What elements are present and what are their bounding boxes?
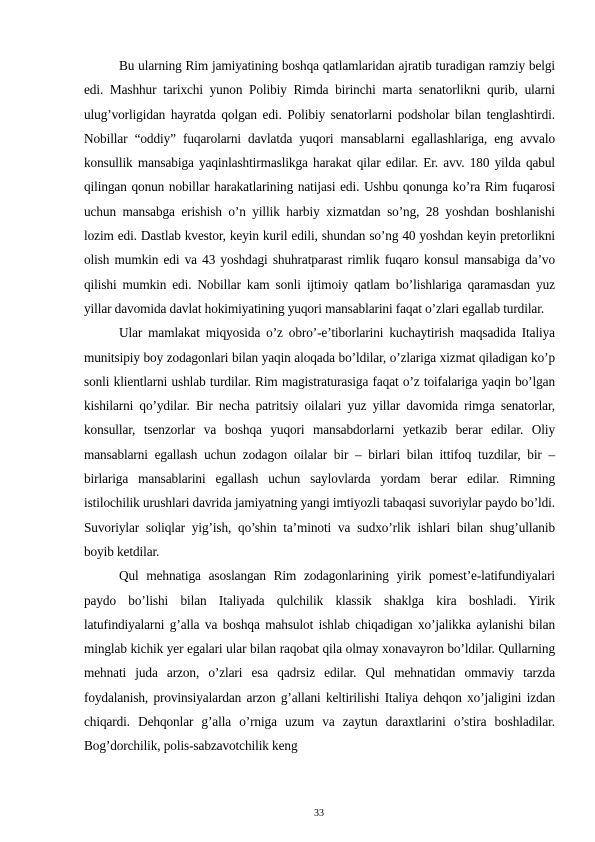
paragraph-3: Qul mehnatiga asoslangan Rim zodagonlarining yirik pomest’e-latifundiyalari paydo bo’lishi bilan Italiyada qulchilik klassik shaklga kira boshladi. Yirik latufindiyalarni g’alla va boshqa mahsulot ishlab chiqadigan xo’jalikka aylanishi bilan minglab kichik yer egalari ular bilan raqobat qila olmay xonavayron bo’ldilar. Qullarning mehnati juda arzon, o’zlari esa qadrsiz edilar. Qul mehnatidan ommaviy tarzda foydalanish, provinsiyalardan arzon g’allani keltirilishi Italiya dehqon xo’jaligini izdan chiqardi. Dehqonlar g’alla o’rniga uzum va zaytun daraxtlarini o’stira boshladilar. Bog’dorchilik, polis-sabzavotchilik keng xyxy=(84,568,555,754)
page-number: 33 xyxy=(314,808,324,819)
body-text xyxy=(84,54,555,759)
paragraph-2: Ular mamlakat miqyosida o’z obro’-e’tiborlarini kuchaytirish maqsadida Italiya munitsipiy boy zodagonlari bilan yaqin aloqada bo’ldilar, o’zlariga xizmat qiladigan ko’p sonli klientlarni ushlab turdilar. Rim magistraturasiga faqat o’z toifalariga yaqin bo’lgan kishilarni qo’ydilar. Bir necha patritsiy oilalari yuz yillar davomida rimga senatorlar, konsullar, tsenzorlar va boshqa yuqori mansabdorlarni yetkazib berar edilar. Oliy mansablarni egallash uchun zodagon oilalar bir – birlari bilan ittifoq tuzdilar, bir – birlariga mansablarini egallash uchun saylovlarda yordam berar edilar. Rimning istilochilik urushlari davrida jamiyatning yangi imtiyozli tabaqasi suvoriylar paydo bo’ldi. Suvoriylar soliqlar yig’ish, qo’shin ta’minoti va sudxo’rlik ishlari bilan shug’ullanib boyib ketdilar. xyxy=(84,325,555,559)
paragraph-1: Bu ularning Rim jamiyatining boshqa qatlamlaridan ajratib turadigan ramziy belgi edi. Mashhur tarixchi yunon Polibiy Rimda birinchi marta senatorlikni qurib, ularni ulug’vorligidan hayratda qolgan edi. Polibiy senatorlarni podsholar bilan tenglashtirdi. Nobillar “oddiy” fuqarolarni davlatda yuqori mansablarni egallashlariga, eng avvalo konsullik mansabiga yaqinlashtirmaslikga harakat qilar edilar. Er. avv. 180 yilda qabul qilingan qonun nobillar harakatlarining natijasi edi. Ushbu qonunga ko’ra Rim fuqarosi uchun mansabga erishish o’n yillik harbiy xizmatdan so’ng, 28 yoshdan boshlanishi lozim edi. Dastlab kvestor, keyin kuril edili, shundan so’ng 40 yoshdan keyin pretorlikni olish mumkin edi va 43 yoshdagi shuhratparast rimlik fuqaro konsul mansabiga da’vo qilishi mumkin edi. Nobillar kam sonli ijtimoiy qatlam bo’lishlariga qaramasdan yuz yillar davomida davlat hokimiyatining yuqori mansablarini faqat o’zlari egallab turdilar. xyxy=(84,58,555,316)
